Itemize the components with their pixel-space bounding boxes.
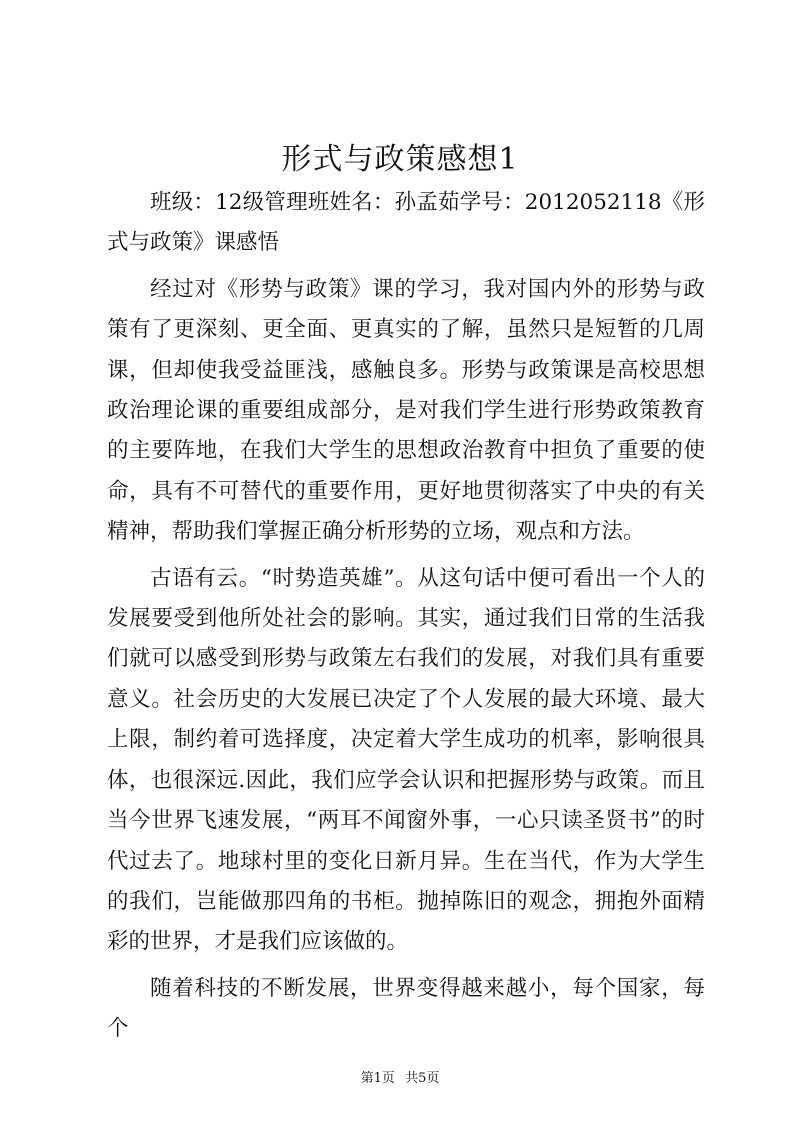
paragraph-class-info: 班级：12级管理班姓名：孙孟茹学号：2012052118《形式与政策》课感悟: [107, 190, 705, 256]
page-total: 共5页: [405, 1071, 440, 1086]
document-body: [107, 183, 705, 1056]
paragraph-3: 随着科技的不断发展，世界变得越来越小，每个国家，每个: [107, 975, 705, 1042]
page-number: 第1页: [360, 1071, 395, 1086]
paragraph-1: 经过对《形势与政策》课的学习，我对国内外的形势与政策有了更深刻、更全面、更真实的了解，虽然只是短暂的几周课，但却使我受益匪浅，感触良多。形势与政策课是高校思想政治理论课的重要组成部分，是对我们学生进行形势政策教育的主要阵地，在我们大学生的思想政治教育中担负了重要的使命，具有不可替代的重要作用，更好地贯彻落实了中央的有关精神，帮助我们掌握正确分析形势的立场，观点和方法。: [107, 276, 705, 545]
page-footer: [0, 1070, 800, 1088]
paragraph-2: 古语有云。“时势造英雄”。从这句话中便可看出一个人的发展要受到他所处社会的影响。其实，通过我们日常的生活我们就可以感受到形势与政策左右我们的发展，对我们具有重要意义。社会历史的大发展已决定了个人发展的最大环境、最大上限，制约着可选择度，决定着大学生成功的机率，影响很具体，也很深远.因此，我们应学会认识和把握形势与政策。而且当今世界飞速发展，“两耳不闻窗外事，一心只读圣贤书”的时代过去了。地球村里的变化日新月异。生在当代，作为大学生的我们，岂能做那四角的书柜。抛掉陈旧的观念，拥抱外面精彩的世界，才是我们应该做的。: [107, 565, 705, 955]
document-title: 形式与政策感想1: [281, 142, 519, 177]
